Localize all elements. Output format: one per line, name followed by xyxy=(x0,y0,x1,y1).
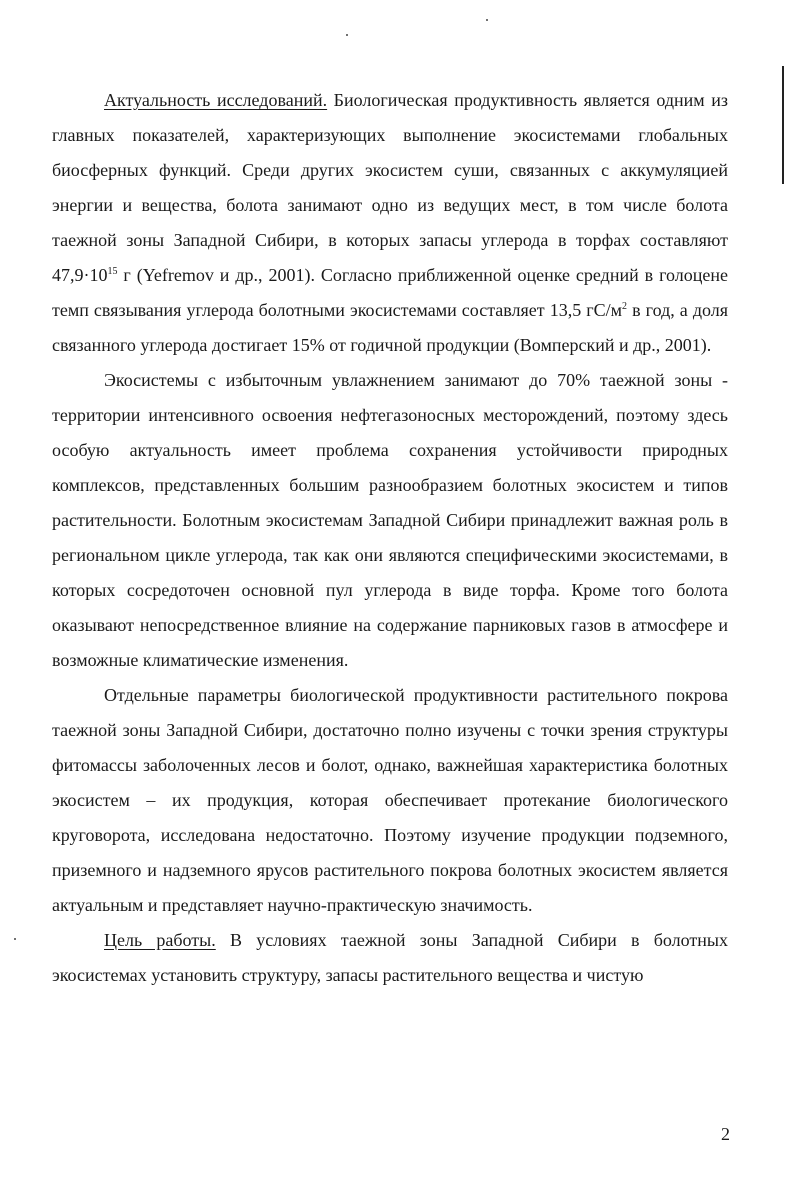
scan-speck xyxy=(14,938,16,940)
paragraph-relevance: Актуальность исследований. Биологическая продуктивность является одним из главных показателей, характеризующих выполнение экосистемами глобальных биосферных функций. Среди других экосистем суши, связанных с аккумуляцией энергии и вещества, болота занимают одно из ведущих мест, в том числе болота таежной зоны Западной Сибири, в которых запасы углерода в торфах составляют $47,9\cdot 10^{15}$ г (Yefremov и др., 2001). Согласно приближенной оценке средний в голоцене темп связывания углерода болотными экосистемами составляет 13,5 $гС/м^2$ в год, а доля связанного углерода достигает 15% от годичной продукции (Вомперский и др., 2001). xyxy=(52,90,728,355)
paragraph-parameters: Отдельные параметры биологической продуктивности растительного покрова таежной зоны Западной Сибири, достаточно полно изучены с точки зрения структуры фитомассы заболоченных лесов и болот, однако, важнейшая характеристика болотных экосистем – их продукция, которая обеспечивает протекание биологического круговорота, исследована недостаточно. Поэтому изучение продукции подземного, приземного и надземного ярусов растительного покрова болотных экосистем является актуальным и представляет научно-практическую значимость. xyxy=(52,685,728,915)
heading-goal: Цель работы. xyxy=(104,930,216,950)
scan-edge-rule xyxy=(782,66,784,184)
body-text xyxy=(52,83,728,993)
scan-speck xyxy=(486,19,488,21)
scan-speck xyxy=(346,34,348,36)
page-number: 2 xyxy=(721,1124,730,1144)
paragraph-goal: Цель работы. В условиях таежной зоны Западной Сибири в болотных экосистемах установить структуру, запасы растительного вещества и чистую xyxy=(52,930,728,985)
paragraph-ecosystems: Экосистемы с избыточным увлажнением занимают до 70% таежной зоны - территории интенсивного освоения нефтегазоносных месторождений, поэтому здесь особую актуальность имеет проблема сохранения устойчивости природных комплексов, представленных большим разнообразием болотных экосистем и типов растительности. Болотным экосистемам Западной Сибири принадлежит важная роль в региональном цикле углерода, так как они являются специфическими экосистемами, в которых сосредоточен основной пул углерода в виде торфа. Кроме того болота оказывают непосредственное влияние на содержание парниковых газов в атмосфере и возможные климатические изменения. xyxy=(52,370,728,670)
heading-relevance: Актуальность исследований. xyxy=(104,90,328,110)
